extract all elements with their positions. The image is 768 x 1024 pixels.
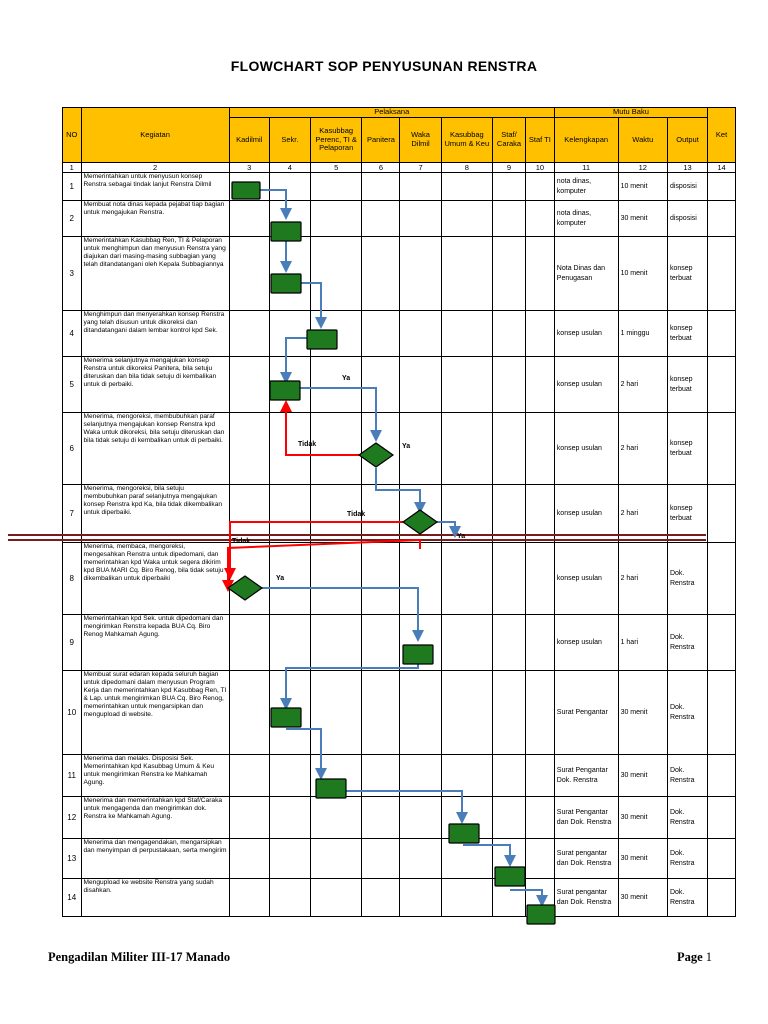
role-cell — [310, 879, 361, 917]
row-number: 8 — [63, 543, 82, 615]
row-kegiatan: Menerima dan memerintahkan kpd Staf/Caraka untuk mengagenda dan mengirimkan dok. Renstra ke Mahkamah Agung. — [81, 797, 229, 839]
role-cell — [362, 201, 400, 237]
row-output: Dok. Renstra — [667, 879, 707, 917]
role-cell — [362, 237, 400, 311]
row-kegiatan: Menerima dan mengagendakan, mengarsipkan dan menyimpan di perpustakaan, serta mengirim — [81, 839, 229, 879]
role-cell — [310, 201, 361, 237]
table-row — [63, 237, 736, 311]
role-cell — [525, 671, 554, 755]
table-row — [63, 311, 736, 357]
role-cell — [525, 173, 554, 201]
row-waktu: 30 menit — [618, 671, 667, 755]
role-cell — [441, 839, 492, 879]
row-ket — [708, 237, 736, 311]
role-cell — [229, 839, 269, 879]
row-waktu: 2 hari — [618, 413, 667, 485]
role-cell — [229, 357, 269, 413]
table-row — [63, 485, 736, 543]
header-no: NO — [63, 108, 82, 163]
row-number: 10 — [63, 671, 82, 755]
header-kegiatan: Kegiatan — [81, 108, 229, 163]
role-cell — [525, 485, 554, 543]
row-number: 2 — [63, 201, 82, 237]
role-cell — [310, 237, 361, 311]
role-cell — [493, 201, 526, 237]
table-row — [63, 671, 736, 755]
row-kegiatan: Menerima selanjutnya mengajukan konsep Renstra untuk dikoreksi Panitera, bila setuju diteruskan dan bila tidak setuju di kembalikan untuk di perbaiki. — [81, 357, 229, 413]
row-output: konsep terbuat — [667, 237, 707, 311]
row-output: Dok. Renstra — [667, 543, 707, 615]
role-cell — [525, 311, 554, 357]
header-role: Kasubbag Perenc, TI & Pelaporan — [310, 118, 361, 163]
role-cell — [362, 839, 400, 879]
role-cell — [362, 879, 400, 917]
row-waktu: 2 hari — [618, 357, 667, 413]
row-kelengkapan: nota dinas, komputer — [554, 173, 618, 201]
role-cell — [441, 311, 492, 357]
row-kegiatan: Memerintahkan Kasubbag Ren, TI & Pelaporan untuk menghimpun dan menyusun Renstra yang diajukan dari masing-masing subbagian yang telah ditandatangani oleh Kepala Subbagiannya — [81, 237, 229, 311]
row-waktu: 10 menit — [618, 237, 667, 311]
row-kelengkapan: nota dinas, komputer — [554, 201, 618, 237]
page-title: FLOWCHART SOP PENYUSUNAN RENSTRA — [230, 58, 538, 74]
role-cell — [525, 201, 554, 237]
column-number: 7 — [400, 163, 441, 173]
footer-page-number: 1 — [705, 950, 712, 964]
row-kegiatan: Menerima, mengoreksi, membubuhkan paraf selanjutnya mengajukan konsep Renstra kpd Waka untuk dikoreksi, bila setuju diteruskan dan bila tidak setuju di kembalikan untuk di perbaiki. — [81, 413, 229, 485]
table-row — [63, 797, 736, 839]
role-cell — [362, 485, 400, 543]
row-kelengkapan: konsep usulan — [554, 357, 618, 413]
row-output: konsep terbuat — [667, 485, 707, 543]
role-cell — [525, 237, 554, 311]
row-ket — [708, 311, 736, 357]
column-number: 4 — [269, 163, 310, 173]
row-kegiatan: Menerima, membaca, mengoreksi, mengesahkan Renstra untuk dipedomani, dan memerintahkan kpd Waka untuk segera dikirim kpd BUA MARI Cq. Biro Renog, bila tidak setuju dikembalikan untuk diperbaiki — [81, 543, 229, 615]
role-cell — [525, 413, 554, 485]
row-waktu: 2 hari — [618, 485, 667, 543]
role-cell — [362, 797, 400, 839]
role-cell — [525, 797, 554, 839]
role-cell — [441, 413, 492, 485]
row-number: 14 — [63, 879, 82, 917]
column-number: 8 — [441, 163, 492, 173]
row-ket — [708, 485, 736, 543]
row-kegiatan: Mengupload ke website Renstra yang sudah disahkan. — [81, 879, 229, 917]
flow-label-yes: Ya — [402, 443, 411, 450]
flow-label-yes: Ya — [457, 533, 466, 540]
role-cell — [493, 671, 526, 755]
role-cell — [525, 615, 554, 671]
column-number: 3 — [229, 163, 269, 173]
role-cell — [229, 237, 269, 311]
row-number: 9 — [63, 615, 82, 671]
role-cell — [441, 879, 492, 917]
table-row — [63, 173, 736, 201]
role-cell — [362, 671, 400, 755]
role-cell — [441, 173, 492, 201]
role-cell — [310, 485, 361, 543]
role-cell — [400, 879, 441, 917]
row-ket — [708, 413, 736, 485]
row-number: 12 — [63, 797, 82, 839]
role-cell — [400, 615, 441, 671]
row-output: konsep terbuat — [667, 357, 707, 413]
footer-page — [677, 950, 712, 965]
role-cell — [229, 615, 269, 671]
role-cell — [441, 201, 492, 237]
header-mutu: Waktu — [618, 118, 667, 163]
table-row — [63, 543, 736, 615]
role-cell — [493, 839, 526, 879]
table-row — [63, 879, 736, 917]
row-kelengkapan: konsep usulan — [554, 311, 618, 357]
row-output: Dok. Renstra — [667, 839, 707, 879]
row-waktu: 1 hari — [618, 615, 667, 671]
row-output: Dok. Renstra — [667, 755, 707, 797]
role-cell — [229, 797, 269, 839]
role-cell — [493, 173, 526, 201]
role-cell — [400, 485, 441, 543]
role-cell — [229, 879, 269, 917]
row-kelengkapan: Surat pengantar dan Dok. Renstra — [554, 839, 618, 879]
row-kegiatan: Membuat surat edaran kepada seluruh bagian untuk dipedomani dalam menyusun Program Kerja dan memerintahkan kpd Kasubbag Ren, TI & Lap. untuk mengirimkan BUA Cq. Biro Renog, memerintahkan untuk mengarsipkan dan mengupload di website. — [81, 671, 229, 755]
role-cell — [441, 671, 492, 755]
sop-table — [62, 107, 736, 917]
row-ket — [708, 357, 736, 413]
role-cell — [362, 755, 400, 797]
role-cell — [269, 879, 310, 917]
role-cell — [441, 357, 492, 413]
role-cell — [269, 797, 310, 839]
role-cell — [493, 615, 526, 671]
role-cell — [362, 413, 400, 485]
row-number: 11 — [63, 755, 82, 797]
role-cell — [269, 485, 310, 543]
role-cell — [310, 671, 361, 755]
role-cell — [525, 755, 554, 797]
row-number: 7 — [63, 485, 82, 543]
row-kelengkapan: konsep usulan — [554, 413, 618, 485]
table-row — [63, 413, 736, 485]
role-cell — [441, 615, 492, 671]
role-cell — [525, 357, 554, 413]
header-role: Kadilmil — [229, 118, 269, 163]
role-cell — [493, 879, 526, 917]
role-cell — [310, 615, 361, 671]
row-kegiatan: Memerintahkan untuk menyusun konsep Renstra sebagai tindak lanjut Renstra Dilmil — [81, 173, 229, 201]
row-kelengkapan: Nota Dinas dan Penugasan — [554, 237, 618, 311]
header-pelaksana: Pelaksana — [229, 108, 554, 118]
row-waktu: 30 menit — [618, 879, 667, 917]
role-cell — [310, 311, 361, 357]
role-cell — [310, 173, 361, 201]
row-output: Dok. Renstra — [667, 615, 707, 671]
role-cell — [493, 543, 526, 615]
role-cell — [362, 357, 400, 413]
role-cell — [229, 413, 269, 485]
column-number: 2 — [81, 163, 229, 173]
row-number: 4 — [63, 311, 82, 357]
role-cell — [310, 797, 361, 839]
role-cell — [400, 839, 441, 879]
row-kelengkapan: Surat Pengantar — [554, 671, 618, 755]
role-cell — [400, 237, 441, 311]
header-role: Waka Dilmil — [400, 118, 441, 163]
role-cell — [400, 755, 441, 797]
role-cell — [525, 543, 554, 615]
role-cell — [400, 357, 441, 413]
flow-label-yes: Ya — [342, 375, 351, 382]
role-cell — [229, 311, 269, 357]
row-output: disposisi — [667, 201, 707, 237]
role-cell — [441, 755, 492, 797]
header-mutu: Kelengkapan — [554, 118, 618, 163]
flow-label-no: Tidak — [347, 511, 366, 518]
role-cell — [493, 755, 526, 797]
role-cell — [310, 357, 361, 413]
row-kelengkapan: Surat Pengantar dan Dok. Renstra — [554, 797, 618, 839]
role-cell — [269, 237, 310, 311]
row-kelengkapan: Surat Pengantar Dok. Renstra — [554, 755, 618, 797]
header-mutu-baku: Mutu Baku — [554, 108, 707, 118]
row-ket — [708, 797, 736, 839]
row-ket — [708, 543, 736, 615]
role-cell — [229, 485, 269, 543]
header-role: Panitera — [362, 118, 400, 163]
role-cell — [493, 485, 526, 543]
row-waktu: 1 minggu — [618, 311, 667, 357]
role-cell — [362, 615, 400, 671]
column-number: 1 — [63, 163, 82, 173]
column-number: 5 — [310, 163, 361, 173]
column-number: 9 — [493, 163, 526, 173]
role-cell — [269, 839, 310, 879]
column-number: 11 — [554, 163, 618, 173]
row-ket — [708, 173, 736, 201]
row-output: Dok. Renstra — [667, 671, 707, 755]
role-cell — [310, 543, 361, 615]
row-ket — [708, 839, 736, 879]
row-kegiatan: Membuat nota dinas kepada pejabat tiap bagian untuk mengajukan Renstra. — [81, 201, 229, 237]
row-ket — [708, 879, 736, 917]
role-cell — [269, 671, 310, 755]
role-cell — [441, 797, 492, 839]
footer-organization: Pengadilan Militer III-17 Manado — [48, 950, 231, 964]
row-output: konsep terbuat — [667, 311, 707, 357]
table-row — [63, 839, 736, 879]
role-cell — [441, 237, 492, 311]
role-cell — [269, 311, 310, 357]
role-cell — [310, 413, 361, 485]
flow-label-no: Tidak — [298, 441, 317, 448]
role-cell — [493, 311, 526, 357]
header-role: Kasubbag Umum & Keu — [441, 118, 492, 163]
column-number: 6 — [362, 163, 400, 173]
row-waktu: 2 hari — [618, 543, 667, 615]
role-cell — [400, 173, 441, 201]
role-cell — [400, 311, 441, 357]
row-kelengkapan: Surat pengantar dan Dok. Renstra — [554, 879, 618, 917]
role-cell — [229, 201, 269, 237]
column-number: 10 — [525, 163, 554, 173]
row-waktu: 30 menit — [618, 839, 667, 879]
role-cell — [525, 879, 554, 917]
role-cell — [525, 839, 554, 879]
row-number: 6 — [63, 413, 82, 485]
role-cell — [229, 173, 269, 201]
role-cell — [229, 543, 269, 615]
row-waktu: 30 menit — [618, 755, 667, 797]
role-cell — [400, 671, 441, 755]
role-cell — [229, 671, 269, 755]
column-number: 13 — [667, 163, 707, 173]
role-cell — [400, 543, 441, 615]
row-number: 13 — [63, 839, 82, 879]
role-cell — [400, 201, 441, 237]
row-kegiatan: Menerima dan melaks. Disposisi Sek. Memerintahkan kpd Kasubbag Umum & Keu untuk mengirimkan Renstra ke Mahkamah Agung. — [81, 755, 229, 797]
row-ket — [708, 615, 736, 671]
role-cell — [362, 311, 400, 357]
role-cell — [269, 615, 310, 671]
role-cell — [269, 755, 310, 797]
header-mutu: Output — [667, 118, 707, 163]
row-waktu: 10 menit — [618, 173, 667, 201]
role-cell — [269, 173, 310, 201]
row-waktu: 30 menit — [618, 201, 667, 237]
table-row — [63, 615, 736, 671]
role-cell — [269, 201, 310, 237]
row-number: 3 — [63, 237, 82, 311]
row-ket — [708, 755, 736, 797]
column-number: 12 — [618, 163, 667, 173]
header-role: Staf TI — [525, 118, 554, 163]
role-cell — [229, 755, 269, 797]
table-row — [63, 201, 736, 237]
footer-page-label: Page — [676, 950, 703, 964]
row-kelengkapan: konsep usulan — [554, 615, 618, 671]
role-cell — [362, 543, 400, 615]
row-kelengkapan: konsep usulan — [554, 485, 618, 543]
row-number: 1 — [63, 173, 82, 201]
row-ket — [708, 671, 736, 755]
role-cell — [269, 357, 310, 413]
row-waktu: 30 menit — [618, 797, 667, 839]
role-cell — [400, 797, 441, 839]
role-cell — [310, 755, 361, 797]
row-number: 5 — [63, 357, 82, 413]
role-cell — [493, 357, 526, 413]
role-cell — [493, 797, 526, 839]
row-kelengkapan: konsep usulan — [554, 543, 618, 615]
row-output: konsep terbuat — [667, 413, 707, 485]
flow-label-yes: Ya — [276, 575, 285, 582]
row-kegiatan: Memerintahkan kpd Sek. untuk dipedomani dan mengirimkan Renstra kepada BUA Cq. Biro Renog Mahkamah Agung. — [81, 615, 229, 671]
role-cell — [441, 543, 492, 615]
header-role: Sekr. — [269, 118, 310, 163]
role-cell — [493, 413, 526, 485]
header-ket: Ket — [708, 108, 736, 163]
role-cell — [310, 839, 361, 879]
table-row — [63, 357, 736, 413]
row-output: disposisi — [667, 173, 707, 201]
row-kegiatan: Menghimpun dan menyerahkan konsep Renstra yang telah disusun untuk dikoreksi dan ditandatangani dalam lembar kontrol kpd Sek. — [81, 311, 229, 357]
role-cell — [269, 413, 310, 485]
role-cell — [362, 173, 400, 201]
role-cell — [493, 237, 526, 311]
column-number: 14 — [708, 163, 736, 173]
header-role: Staf/ Caraka — [493, 118, 526, 163]
row-kegiatan: Menerima, mengoreksi, bila setuju membubuhkan paraf selanjutnya mengajukan konsep Renstra kpd Ka, bila tidak dikembalikan untuk diperbaiki. — [81, 485, 229, 543]
table-row — [63, 755, 736, 797]
flow-label-no: Tidak — [232, 538, 251, 545]
role-cell — [269, 543, 310, 615]
row-ket — [708, 201, 736, 237]
role-cell — [400, 413, 441, 485]
role-cell — [441, 485, 492, 543]
row-output: Dok. Renstra — [667, 797, 707, 839]
